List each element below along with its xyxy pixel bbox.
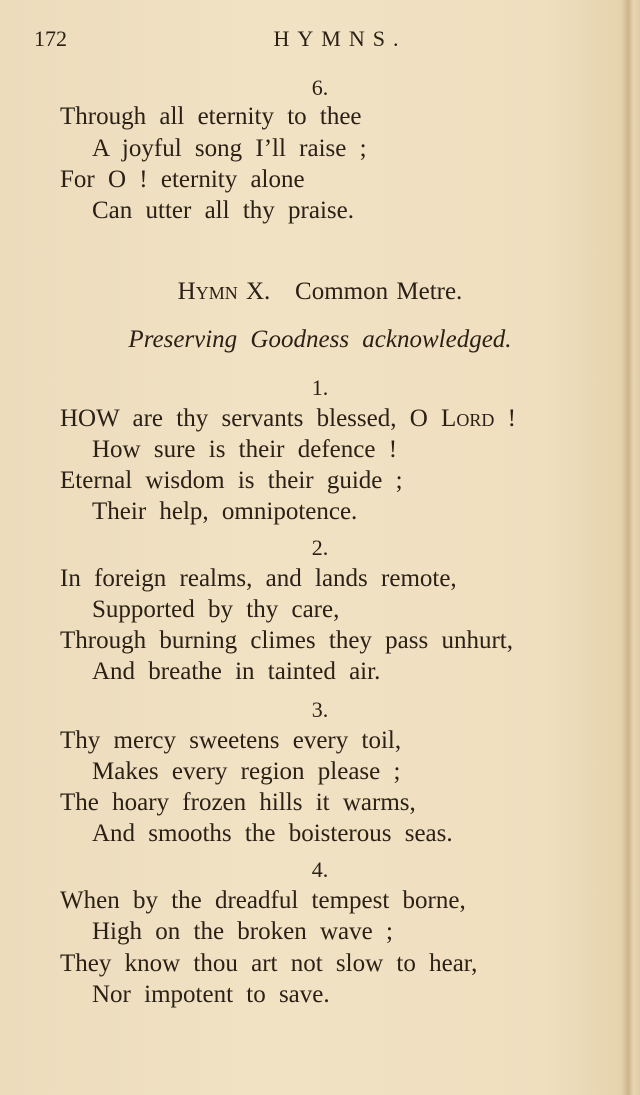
verse-line: Their help, omnipotence. xyxy=(92,498,358,525)
stanza-number: 6. xyxy=(311,75,329,100)
stanza-number: 4. xyxy=(311,857,329,882)
stanza-number: 1. xyxy=(311,375,329,400)
hymn-metre: Common Metre. xyxy=(295,278,463,305)
verse-line: And breathe in tainted air. xyxy=(92,658,381,685)
running-head: HYMNS. xyxy=(273,26,407,51)
page-number: 172 xyxy=(34,26,67,51)
verse-line: High on the broken wave ; xyxy=(92,918,393,945)
verse-line: Eternal wisdom is their guide ; xyxy=(60,467,403,494)
verse-line: Thy mercy sweetens every toil, xyxy=(60,727,402,754)
hymn-subtitle: Preserving Goodness acknowledged. xyxy=(128,326,512,353)
stanza-number: 3. xyxy=(311,697,329,722)
verse-line: They know thou art not slow to hear, xyxy=(60,950,478,977)
stanza-number: 2. xyxy=(311,535,329,560)
verse-line: For O ! eternity alone xyxy=(60,166,305,193)
verse-line: How sure is their defence ! xyxy=(92,436,398,463)
small-caps-word: Lord xyxy=(441,405,495,432)
verse-line: In foreign realms, and lands remote, xyxy=(60,565,457,592)
verse-line: Through all eternity to thee xyxy=(60,103,362,130)
hymn-title xyxy=(0,277,640,307)
verse-line: Nor impotent to save. xyxy=(92,981,330,1008)
verse-line: The hoary frozen hills it warms, xyxy=(60,789,416,816)
verse-line: Can utter all thy praise. xyxy=(92,197,354,224)
verse-line: Through burning climes they pass unhurt, xyxy=(60,627,513,654)
verse-line: A joyful song I’ll raise ; xyxy=(92,135,367,162)
verse-line: Supported by thy care, xyxy=(92,596,340,623)
verse-line: And smooths the boisterous seas. xyxy=(92,820,453,847)
verse-line: When by the dreadful tempest borne, xyxy=(60,887,466,914)
hymn-number: X. xyxy=(245,278,271,305)
verse-line: Makes every region please ; xyxy=(92,758,401,785)
verse-line: HOW are thy servants blessed, O Lord ! xyxy=(60,405,516,432)
hymn-title-word: Hymn xyxy=(177,278,238,305)
